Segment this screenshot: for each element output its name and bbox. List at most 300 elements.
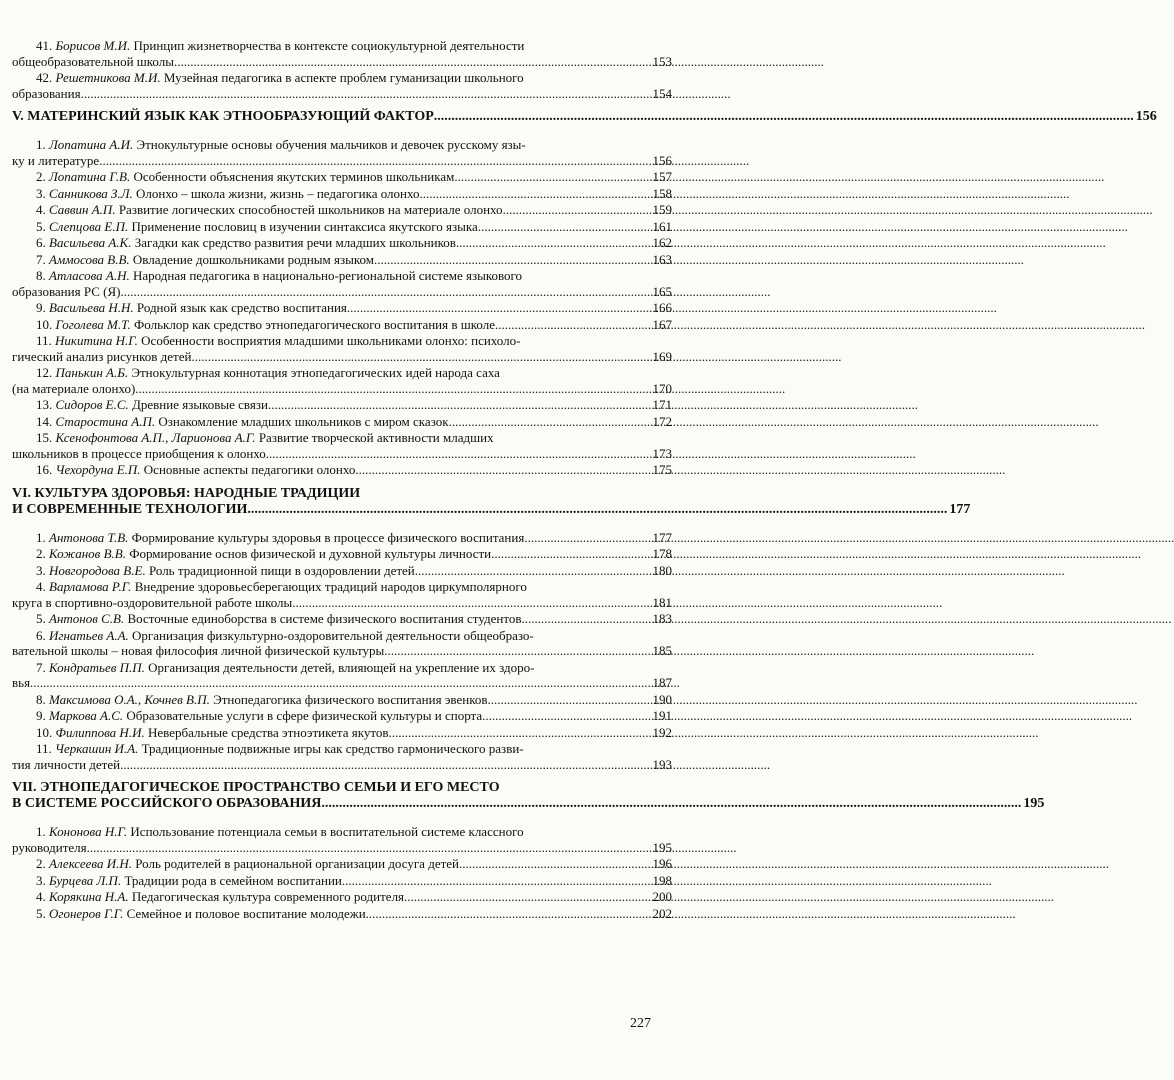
entry-number: 5. [36, 611, 46, 626]
entry-author: Васильева Н.Н. [49, 300, 134, 315]
section-heading [12, 485, 971, 518]
entry-first-text [36, 202, 503, 218]
entry-first-text [36, 169, 454, 185]
entry-page: 158 [652, 185, 672, 201]
entry-page: 178 [652, 546, 672, 561]
dot-leader [384, 643, 650, 659]
entry-number: 5. [36, 218, 46, 234]
entry-title: Традиции рода в семейном воспитании [124, 872, 342, 888]
dot-leader [191, 349, 650, 365]
entry-first-line [12, 906, 672, 922]
section-page: 177 [949, 501, 971, 517]
toc-entry [12, 397, 672, 413]
table-of-contents [12, 38, 1157, 922]
entry-author: Атласова А.Н. [49, 268, 130, 283]
dot-leader [99, 153, 650, 169]
entry-first-text [36, 530, 524, 546]
entry-first-text [36, 235, 456, 251]
dot-leader [120, 757, 650, 773]
entry-page: 173 [652, 445, 672, 461]
entry-author: Огонеров Г.Г. [49, 905, 124, 921]
entry-first-text [36, 579, 527, 595]
entry-author: Антонов С.В. [49, 611, 125, 626]
entry-page: 175 [652, 462, 672, 477]
entry-author: Никитина Н.Г. [55, 333, 138, 348]
entry-continuation [12, 86, 672, 102]
entry-title: Семейное и половое воспитание молодежи [126, 905, 366, 921]
dot-leader [524, 530, 650, 546]
entry-continuation [12, 675, 672, 691]
entry-author: Лопатина Г.В. [49, 169, 131, 184]
entry-first-line [12, 268, 672, 284]
entry-page: 172 [652, 413, 672, 429]
dot-leader [482, 708, 650, 724]
entry-first-text [36, 333, 520, 349]
entry-first-line [12, 856, 672, 872]
entry-page: 195 [652, 839, 672, 855]
entry-title: Развитие творческой активности младших [258, 430, 494, 445]
entry-number: 2. [36, 169, 46, 184]
entry-author: Лопатина А.И. [49, 137, 134, 152]
entry-title-cont: образования [12, 85, 81, 101]
entry-first-line [12, 741, 672, 757]
entry-first-line [12, 186, 672, 202]
toc-entry [12, 873, 672, 889]
toc-entry [12, 300, 672, 316]
entry-page: 183 [652, 611, 672, 626]
entry-first-text [36, 725, 388, 741]
entry-first-text [36, 430, 494, 446]
entry-page: 165 [652, 283, 672, 299]
toc-entry [12, 333, 672, 364]
entry-page: 162 [652, 235, 672, 250]
dot-leader [420, 186, 651, 202]
entry-author: Бурцева Л.П. [49, 872, 122, 888]
entry-title-cont: круга в спортивно-оздоровительной работе школы [12, 594, 293, 610]
entry-first-text [36, 741, 524, 757]
entry-number: 7. [36, 251, 46, 267]
entry-first-line [12, 462, 672, 478]
section-title: В СИСТЕМЕ РОССИЙСКОГО ОБРАЗОВАНИЯ [12, 796, 322, 811]
entry-author: Васильева А.К. [49, 235, 132, 250]
entry-title: Принцип жизнетворчества в контексте социокультурной деятельности [133, 38, 525, 53]
entry-first-text [36, 300, 347, 316]
toc-entry [12, 708, 672, 724]
entry-number: 4. [36, 202, 46, 217]
toc-entry [12, 824, 672, 855]
entry-number: 4. [36, 889, 46, 904]
entry-number: 8. [36, 268, 46, 283]
entry-first-text [36, 563, 415, 579]
toc-entry [12, 430, 672, 461]
entry-author: Новгородова В.Е. [49, 562, 146, 578]
entry-first-text [36, 873, 342, 889]
dot-leader [355, 462, 650, 478]
dot-leader [459, 856, 651, 872]
entry-title: Невербальные средства этноэтикета якутов [147, 724, 389, 740]
entry-first-line [12, 300, 672, 316]
entry-title: Традиционные подвижные игры как средство гармонического разви- [141, 741, 524, 756]
entry-first-line [12, 169, 672, 185]
entry-number: 10. [36, 316, 53, 332]
toc-entry [12, 219, 672, 235]
entry-number: 12. [36, 365, 53, 380]
toc-entry [12, 889, 672, 905]
entry-continuation [12, 840, 672, 856]
entry-continuation [12, 757, 672, 773]
entry-page: 156 [652, 152, 672, 168]
section-title-line [12, 501, 971, 518]
entry-first-line [12, 365, 672, 381]
entry-first-text [36, 38, 524, 54]
entry-title: Формирование основ физической и духовной культуры личности [129, 546, 492, 561]
entry-title: Организация физкультурно-оздоровительной деятельности общеобразо- [132, 627, 534, 643]
entry-title: Образовательные услуги в сфере физической культуры и спорта [126, 708, 483, 723]
entry-first-line [12, 824, 672, 840]
entry-continuation [12, 595, 672, 611]
entry-page: 153 [652, 53, 672, 69]
entry-first-line [12, 546, 672, 562]
entry-author: Черкашин И.А. [55, 741, 139, 756]
entry-title: Особенности восприятия младшими школьниками олонхо: психоло- [141, 333, 521, 348]
entry-first-text [36, 219, 478, 235]
entry-first-text [36, 708, 482, 724]
entry-first-line [12, 430, 672, 446]
toc-entry [12, 563, 672, 579]
toc-entry [12, 38, 672, 69]
entry-title: Применение пословиц в изучении синтаксиса якутского языка [131, 218, 478, 234]
entry-title: Этнокультурные основы обучения мальчиков и девочек русскому язы- [136, 137, 526, 152]
entry-first-text [36, 268, 522, 284]
dot-leader [292, 595, 650, 611]
entry-first-text [36, 462, 355, 478]
toc-entry [12, 169, 672, 185]
entry-number: 3. [36, 185, 46, 201]
entry-page: 163 [652, 251, 672, 267]
entry-page: 198 [652, 872, 672, 888]
entry-title: Развитие логических способностей школьников на материале олонхо [118, 202, 503, 217]
toc-entry [12, 611, 672, 627]
section-title-line [12, 109, 1157, 125]
entry-title: Древние языковые связи [132, 397, 268, 412]
entry-first-text [36, 628, 534, 644]
dot-leader [374, 252, 650, 268]
entry-first-text [36, 824, 524, 840]
entry-page: 190 [652, 691, 672, 707]
entry-number: 3. [36, 562, 46, 578]
entry-title-cont: вья [12, 675, 31, 690]
entry-author: Максимова О.А., Кочнев В.П. [49, 691, 210, 707]
dot-leader [456, 235, 651, 251]
entry-first-text [36, 414, 449, 430]
entry-title: Основные аспекты педагогики олонхо [143, 462, 356, 477]
dot-leader [87, 840, 651, 856]
section-title: И СОВРЕМЕННЫЕ ТЕХНОЛОГИИ [12, 501, 248, 517]
entry-author: Корякина Н.А. [49, 889, 129, 904]
dot-leader [434, 109, 1134, 125]
section-page: 195 [1023, 796, 1045, 811]
entry-title: Олонхо – школа жизни, жизнь – педагогика олонхо [136, 185, 420, 201]
entry-author: Решетникова М.И. [55, 70, 161, 85]
entry-page: 193 [652, 756, 672, 772]
entry-author: Санникова З.Л. [49, 185, 133, 201]
entry-title-cont: тия личности детей [12, 756, 121, 772]
entry-title: Фольклор как средство этнопедагогического воспитания в школе [134, 316, 496, 332]
entry-first-line [12, 397, 672, 413]
entry-title: Организация деятельности детей, влияющей на укрепление их здоро- [148, 659, 535, 675]
entry-continuation [12, 446, 672, 462]
entry-title: Народная педагогика в национально-региональной системе языкового [133, 268, 523, 283]
dot-leader [247, 502, 947, 518]
entry-author: Аммосова В.В. [49, 251, 130, 267]
section-title: VII. ЭТНОПЕДАГОГИЧЕСКОЕ ПРОСТРАНСТВО СЕМЬИ И ЕГО МЕСТО [12, 780, 500, 795]
entry-page: 202 [652, 905, 672, 921]
dot-leader [415, 563, 651, 579]
entry-title: Этнопедагогика физического воспитания эвенков [213, 691, 488, 707]
entry-number: 3. [36, 872, 46, 888]
entry-title: Этнокультурная коннотация этнопедагогических идей народа саха [131, 365, 500, 380]
toc-entry [12, 692, 672, 708]
dot-leader [30, 675, 650, 691]
entry-author: Старостина А.П. [55, 413, 156, 429]
dot-leader [503, 202, 651, 218]
entry-page: 180 [652, 562, 672, 578]
dot-leader [491, 546, 650, 562]
dot-leader [521, 611, 650, 627]
dot-leader [81, 86, 651, 102]
entry-number: 11. [36, 741, 52, 756]
entry-page: 181 [652, 594, 672, 610]
toc-entry [12, 628, 672, 659]
entry-first-line [12, 725, 672, 741]
entry-first-line [12, 708, 672, 724]
entry-page: 167 [652, 316, 672, 332]
entry-page: 185 [652, 643, 672, 658]
toc-entry [12, 660, 672, 691]
toc-entry [12, 741, 672, 772]
dot-leader [454, 169, 650, 185]
section-page: 156 [1135, 109, 1157, 124]
entry-title: Роль традиционной пищи в оздоровлении детей [148, 562, 415, 578]
entry-title: Использование потенциала семьи в воспитательной системе классного [130, 824, 524, 839]
entry-number: 42. [36, 70, 53, 85]
entry-author: Варламова Р.Г. [49, 579, 132, 594]
entry-number: 2. [36, 856, 46, 871]
entry-continuation [12, 643, 672, 659]
entry-number: 9. [36, 300, 46, 315]
section-heading [12, 109, 1157, 125]
entry-continuation [12, 349, 672, 365]
dot-leader [366, 906, 651, 922]
entry-number: 7. [36, 659, 46, 675]
entry-page: 200 [652, 889, 672, 904]
toc-entry [12, 365, 672, 396]
entry-page: 196 [652, 856, 672, 871]
entry-number: 14. [36, 413, 53, 429]
entry-number: 13. [36, 397, 53, 412]
entry-first-text [36, 692, 487, 708]
section-title-line [12, 780, 672, 796]
entry-page: 161 [652, 218, 672, 234]
entry-page: 157 [652, 169, 672, 184]
entry-number: 11. [36, 333, 52, 348]
entry-title-cont: (на материале олонхо) [12, 380, 136, 396]
entry-number: 1. [36, 824, 46, 839]
entry-author: Кожанов В.В. [49, 546, 126, 561]
entry-title: Внедрение здоровьесберегающих традиций народов циркумполярного [134, 579, 527, 594]
entry-first-line [12, 414, 672, 430]
entry-page: 170 [652, 380, 672, 396]
dot-leader [404, 889, 650, 905]
entry-number: 4. [36, 579, 46, 594]
entry-author: Антонова Т.В. [49, 529, 129, 545]
entry-author: Борисов М.И. [55, 38, 131, 53]
entry-author: Игнатьев А.А. [49, 627, 129, 643]
toc-entry [12, 906, 672, 922]
entry-title-cont: школьников в процессе приобщения к олонхо [12, 445, 266, 461]
entry-title: Загадки как средство развития речи младших школьников [134, 235, 456, 250]
toc-entry [12, 414, 672, 430]
entry-first-line [12, 530, 672, 546]
entry-first-text [36, 660, 534, 676]
toc-entry [12, 856, 672, 872]
entry-title: Восточные единоборства в системе физического воспитания студентов [127, 611, 522, 626]
entry-page: 192 [652, 724, 672, 740]
toc-entry [12, 70, 672, 101]
entry-first-line [12, 333, 672, 349]
entry-author: Чехордуна Е.П. [55, 462, 141, 477]
entry-page: 169 [652, 348, 672, 364]
entry-first-text [36, 546, 491, 562]
entry-title: Формирование культуры здоровья в процессе физического воспитания [131, 529, 525, 545]
entry-author: Слепцова Е.П. [49, 218, 129, 234]
entry-title-cont: образования РС (Я) [12, 283, 121, 299]
entry-number: 8. [36, 691, 46, 707]
dot-leader [342, 873, 651, 889]
entry-page: 171 [652, 397, 672, 412]
entry-author: Маркова А.С. [49, 708, 124, 723]
entry-first-line [12, 628, 672, 644]
entry-page: 177 [652, 529, 672, 545]
entry-number: 10. [36, 724, 53, 740]
entry-first-text [36, 906, 366, 922]
entry-first-text [36, 70, 524, 86]
section-title: VI. КУЛЬТУРА ЗДОРОВЬЯ: НАРОДНЫЕ ТРАДИЦИИ [12, 485, 361, 501]
entry-number: 15. [36, 430, 53, 445]
entry-title: Родной язык как средство воспитания [136, 300, 347, 315]
toc-entry [12, 317, 672, 333]
entry-number: 41. [36, 38, 53, 53]
entry-first-line [12, 611, 672, 627]
entry-author: Алексеева И.Н. [49, 856, 133, 871]
entry-continuation [12, 153, 672, 169]
entry-number: 5. [36, 905, 46, 921]
dot-leader [321, 796, 1021, 812]
entry-title-cont: общеобразовательной школы [12, 53, 174, 69]
entry-title: Педагогическая культура современного родителя [131, 889, 405, 904]
entry-title: Ознакомление младших школьников с миром сказок [158, 413, 449, 429]
entry-first-line [12, 219, 672, 235]
entry-author: Кондратьев П.П. [49, 659, 145, 675]
section-title-line [12, 796, 1045, 812]
entry-first-line [12, 563, 672, 579]
section-title-line [12, 486, 672, 502]
toc-entry [12, 268, 672, 299]
entry-title: Овладение дошкольниками родным языком [132, 251, 375, 267]
entry-number: 6. [36, 627, 46, 643]
toc-entry [12, 252, 672, 268]
entry-first-text [36, 611, 521, 627]
entry-first-text [36, 137, 526, 153]
entry-author: Кононова Н.Г. [49, 824, 128, 839]
entry-number: 2. [36, 546, 46, 561]
entry-first-text [36, 856, 459, 872]
dot-leader [174, 54, 651, 70]
toc-entry [12, 725, 672, 741]
entry-first-line [12, 202, 672, 218]
dot-leader [266, 446, 651, 462]
entry-continuation [12, 381, 672, 397]
entry-author: Саввин А.П. [49, 202, 116, 217]
dot-leader [135, 381, 650, 397]
toc-entry [12, 579, 672, 610]
entry-page: 187 [652, 675, 672, 690]
entry-first-text [36, 252, 374, 268]
toc-entry [12, 530, 672, 546]
entry-author: Филиппова Н.И. [55, 724, 145, 740]
entry-continuation [12, 54, 672, 70]
toc-entry [12, 462, 672, 478]
entry-first-line [12, 38, 672, 54]
entry-title-cont: вательной школы – новая философия личной физической культуры [12, 643, 385, 658]
section-heading [12, 780, 1045, 812]
dot-leader [347, 300, 651, 316]
entry-title: Роль родителей в рациональной организации досуга детей [135, 856, 459, 871]
entry-title-cont: ку и литературе [12, 152, 100, 168]
toc-entry [12, 186, 672, 202]
entry-first-line [12, 692, 672, 708]
toc-entry [12, 202, 672, 218]
entry-page: 154 [652, 85, 672, 101]
entry-first-text [36, 317, 495, 333]
entry-number: 1. [36, 137, 46, 152]
dot-leader [120, 284, 650, 300]
entry-first-line [12, 579, 672, 595]
entry-author: Ксенофонтова А.П., Ларионова А.Г. [55, 430, 256, 445]
entry-author: Панькин А.Б. [55, 365, 129, 380]
dot-leader [388, 725, 650, 741]
entry-page: 166 [652, 300, 672, 315]
entry-page: 159 [652, 202, 672, 217]
page-number: 227 [630, 1016, 651, 1031]
entry-author: Сидоров Е.С. [55, 397, 129, 412]
entry-title: Особенности объяснения якутских терминов школьникам [133, 169, 455, 184]
entry-first-line [12, 137, 672, 153]
entry-first-text [36, 365, 500, 381]
toc-entry [12, 235, 672, 251]
dot-leader [268, 397, 651, 413]
entry-title-cont: гический анализ рисунков детей [12, 348, 192, 364]
dot-leader [487, 692, 650, 708]
entry-first-line [12, 873, 672, 889]
entry-continuation [12, 284, 672, 300]
entry-number: 6. [36, 235, 46, 250]
entry-first-line [12, 317, 672, 333]
entry-number: 16. [36, 462, 53, 477]
dot-leader [495, 317, 650, 333]
dot-leader [449, 414, 651, 430]
entry-first-line [12, 235, 672, 251]
